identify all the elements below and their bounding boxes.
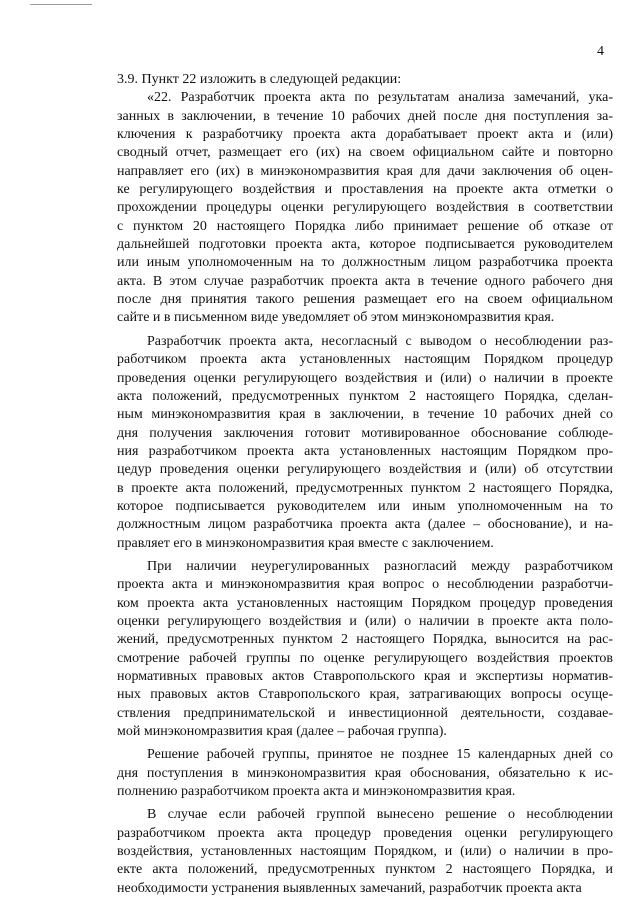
- paragraph-working-group-decision: [117, 746, 613, 801]
- text-line: занных в заключении, в течение 10 рабочих дней после дня поступления за-: [117, 108, 613, 124]
- text-line: направляет его (их) в минэкономразвития края для дачи заключения об оцен-: [117, 163, 613, 179]
- text-line: прохождении процедуры оценки регулирующего воздействия в соответствии: [117, 200, 613, 216]
- text-line: акта. В этом случае разработчик проекта акта в течение одного рабочего дня: [117, 273, 613, 289]
- text-line: или иным уполномоченным на то должностным лицом разработчика проекта: [117, 255, 613, 271]
- text-line: Разработчик проекта акта, несогласный с выводом о несоблюдении раз-: [147, 333, 613, 349]
- text-line: в проекте акта положений, предусмотренных пунктом 2 настоящего Порядка,: [117, 480, 613, 496]
- text-line: ке регулирующего воздействия и проставления на проекте акта отметки о: [117, 182, 613, 198]
- text-line: При наличии неурегулированных разногласий между разработчиком: [147, 558, 613, 574]
- text-line: должностным лицом разработчика проекта акта (далее – обоснование), и на-: [117, 517, 613, 533]
- text-line: акта положений, предусмотренных пунктом 2 настоящего Порядка, сделан-: [117, 388, 613, 404]
- text-line: сводный отчет, размещает его (их) на своем официальном сайте и повторно: [117, 145, 613, 161]
- text-line: разработчиком проекта акта процедур проведения оценки регулирующего: [117, 825, 613, 841]
- paragraph-developer-disagrees: [117, 333, 613, 553]
- text-line: ным минэкономразвития края в заключении, в течение 10 рабочих дней со: [117, 407, 613, 423]
- text-line: проекта акта и минэкономразвития края вопрос о несоблюдении разработчи-: [117, 577, 613, 593]
- text-line: жений, предусмотренных пунктом 2 настоящего Порядка, выносится на рас-: [117, 632, 613, 648]
- text-line: которое подписывается руководителем или иным уполномоченным на то: [117, 498, 613, 514]
- text-line: ных правовых актов Ставропольского края, затрагивающих вопросы осуще-: [117, 687, 613, 703]
- paragraph-noncompliance-decision: [117, 806, 613, 898]
- page-number: 4: [597, 44, 604, 59]
- text-line: ствления предпринимательской и инвестиционной деятельности, создавае-: [117, 705, 613, 721]
- text-line: дальнейшей подготовки проекта акта, которое подписывается руководителем: [117, 237, 613, 253]
- paragraph-22: [117, 89, 613, 327]
- text-line: проведения оценки регулирующего воздействия и (или) о наличии в проекте: [117, 370, 613, 386]
- text-line: дня получения заключения готовит мотивированное обоснование соблюде-: [117, 425, 613, 441]
- text-line: необходимости устранения выявленных замечаний, разработчик проекта акта: [117, 880, 582, 896]
- text-line: Решение рабочей группы, принятое не позднее 15 календарных дней со: [147, 747, 613, 763]
- text-line: смотрение рабочей группы по оценке регулирующего воздействия проектов: [117, 650, 613, 666]
- text-line: после дня принятия такого решения размещает его на своем официальном: [117, 292, 613, 308]
- text-line: полнению разработчиком проекта акта и минэкономразвития края.: [117, 784, 516, 800]
- document-body: [117, 71, 613, 898]
- text-line: работчиком проекта акта установленных настоящим Порядком процедур: [117, 352, 613, 368]
- paragraph-3-9-heading: [117, 71, 613, 89]
- scan-corner-mark: [30, 4, 92, 5]
- text-line: «22. Разработчик проекта акта по результатам анализа замечаний, ука-: [147, 90, 613, 106]
- text-line: мой минэкономразвития края (далее – рабочая группа).: [117, 724, 447, 740]
- text-line: 3.9. Пункт 22 изложить в следующей редакции:: [117, 72, 402, 87]
- text-line: воздействия, установленных настоящим Порядком, и (или) о наличии в про-: [117, 844, 613, 860]
- text-line: ключения к разработчику проекта акта дорабатывает проект акта и (или): [117, 127, 613, 143]
- text-line: правляет его в минэкономразвития края вместе с заключением.: [117, 535, 494, 551]
- paragraph-unresolved-disagreements: [117, 558, 613, 741]
- text-line: ком проекта акта установленных настоящим Порядком процедур проведения: [117, 595, 613, 611]
- text-line: В случае если рабочей группой вынесено решение о несоблюдении: [147, 807, 613, 823]
- text-line: оценки регулирующего воздействия и (или) о наличии в проекте акта поло-: [117, 613, 613, 629]
- text-line: нормативных правовых актов Ставропольского края и экспертизы норматив-: [117, 669, 613, 684]
- text-line: екте акта положений, предусмотренных пунктом 2 настоящего Порядка, и: [117, 862, 613, 878]
- text-line: сайте и в письменном виде уведомляет об этом минэкономразвития края.: [117, 310, 555, 326]
- text-line: ния разработчиком проекта акта установленных настоящим Порядком про-: [117, 443, 613, 459]
- text-line: с пунктом 20 настоящего Порядка либо принимает решение об отказе от: [117, 218, 613, 234]
- text-line: дня поступления в минэкономразвития края обоснования, обязательно к ис-: [117, 765, 613, 781]
- text-line: цедур проведения оценки регулирующего воздействия и (или) об отсутствии: [117, 462, 613, 478]
